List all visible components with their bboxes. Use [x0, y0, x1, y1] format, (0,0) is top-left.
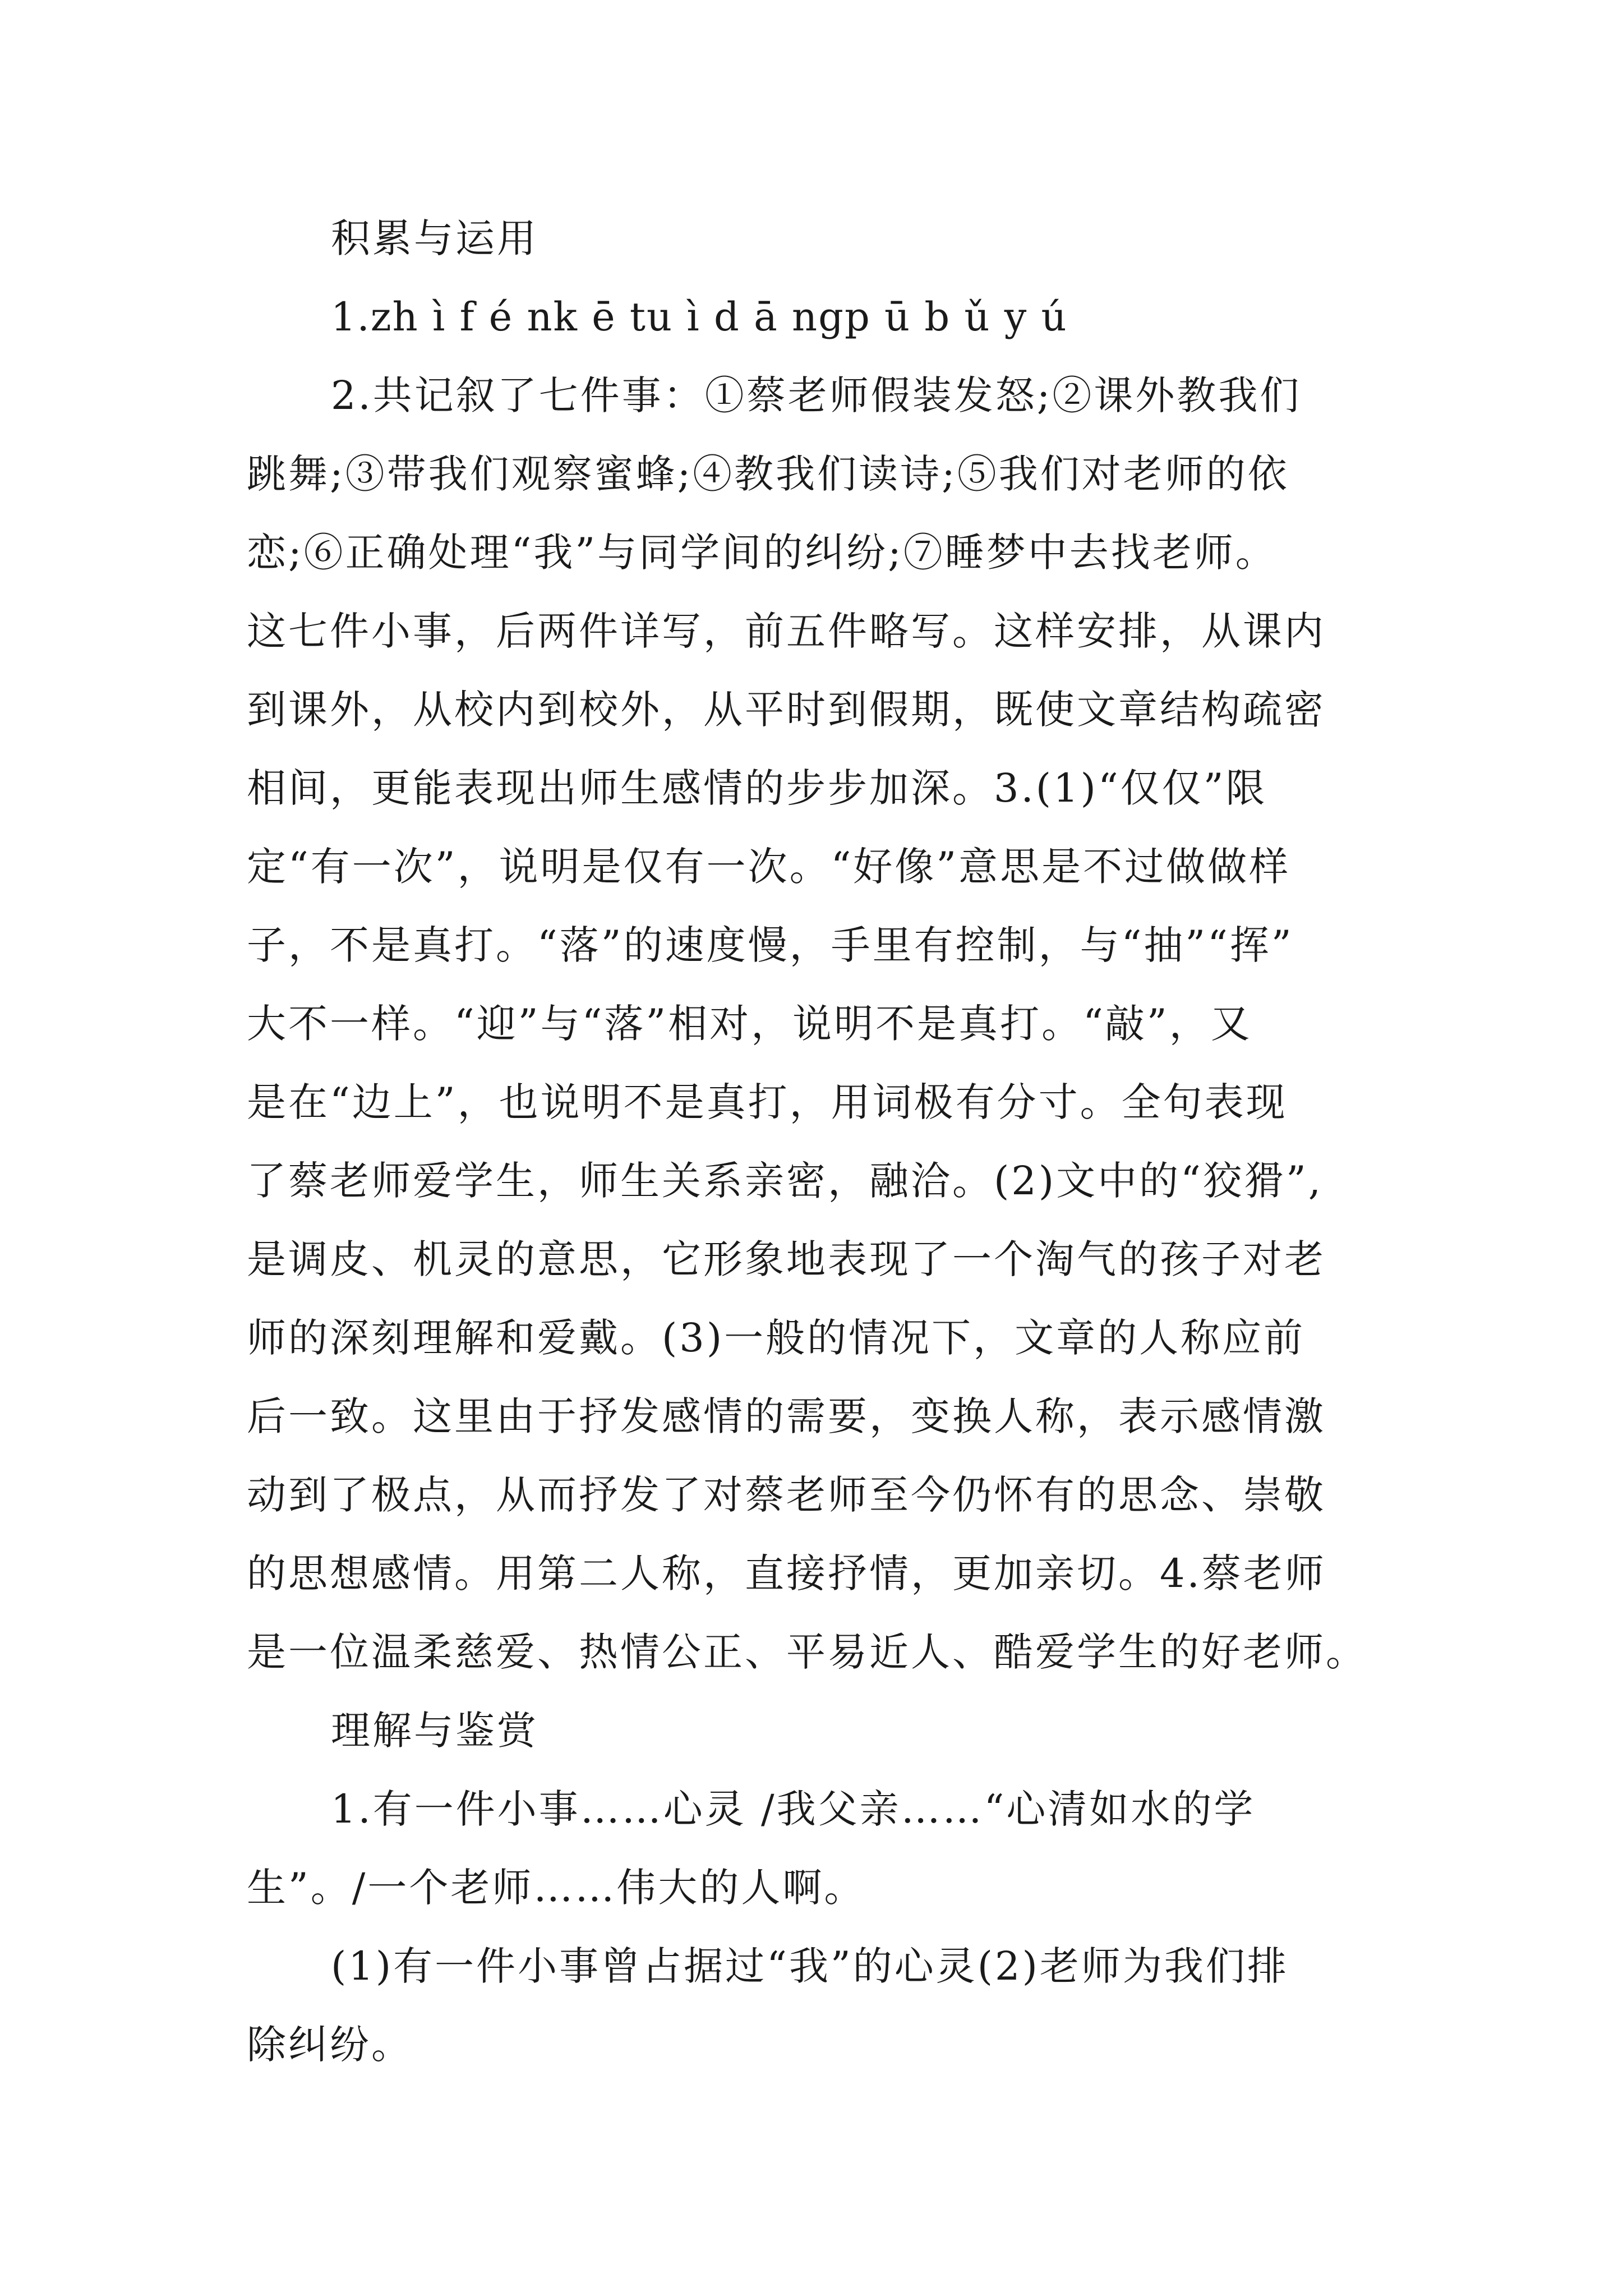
paragraph-line: 1.有一件小事……心灵 /我父亲……“心清如水的学 [331, 1786, 1256, 1832]
section-heading-accumulation: 积累与运用 [331, 215, 538, 261]
paragraph-line: 子，不是真打。“落”的速度慢，手里有控制，与“抽”“挥” [247, 922, 1294, 968]
answer-paragraph-4 [247, 1927, 1382, 2084]
paragraph-line: 是一位温柔慈爱、热情公正、平易近人、酷爱学生的好老师。 [247, 1629, 1367, 1675]
paragraph-line: 除纠纷。 [247, 2022, 413, 2068]
paragraph-line: 生”。/一个老师……伟大的人啊。 [247, 1865, 866, 1911]
paragraph-line: 恋;⑥正确处理“我”与同学间的纠纷;⑦睡梦中去找老师。 [247, 530, 1277, 576]
paragraph-line: 2.共记叙了七件事：①蔡老师假装发怒;②课外教我们 [331, 372, 1302, 418]
section-heading-appreciation: 理解与鉴赏 [331, 1708, 538, 1754]
paragraph-line: 相间，更能表现出师生感情的步步加深。3.(1)“仅仅”限 [247, 765, 1267, 811]
paragraph-line: (1)有一件小事曾占据过“我”的心灵(2)老师为我们排 [331, 1943, 1289, 1989]
paragraph-line: 这七件小事，后两件详写，前五件略写。这样安排，从课内 [247, 608, 1326, 654]
paragraph-line: 是调皮、机灵的意思，它形象地表现了一个淘气的孩子对老 [247, 1236, 1326, 1282]
paragraph-line: 大不一样。“迎”与“落”相对，说明不是真打。“敲”，又 [247, 1001, 1252, 1047]
paragraph-line: 定“有一次”，说明是仅有一次。“好像”意思是不过做做样 [247, 844, 1291, 890]
answer-paragraph-2 [247, 356, 1382, 1691]
paragraph-line: 了蔡老师爱学生，师生关系亲密，融洽。(2)文中的“狡猾”, [247, 1158, 1323, 1204]
document-body [247, 199, 1382, 2084]
paragraph-line: 跳舞;③带我们观察蜜蜂;④教我们读诗;⑤我们对老师的依 [247, 451, 1289, 497]
paragraph-line: 的思想感情。用第二人称，直接抒情，更加亲切。4.蔡老师 [247, 1550, 1326, 1596]
pinyin-answer-line: 1.zh ì f é nk ē tu ì d ā ngp ū b ǔ y ú [331, 294, 1068, 340]
answer-paragraph-3 [247, 1770, 1382, 1927]
paragraph-line: 到课外，从校内到校外，从平时到假期，既使文章结构疏密 [247, 687, 1326, 733]
paragraph-line: 后一致。这里由于抒发感情的需要，变换人称，表示感情激 [247, 1393, 1326, 1439]
paragraph-line: 师的深刻理解和爱戴。(3)一般的情况下，文章的人称应前 [247, 1315, 1306, 1361]
paragraph-line: 动到了极点，从而抒发了对蔡老师至今仍怀有的思念、崇敬 [247, 1472, 1326, 1518]
paragraph-line: 是在“边上”，也说明不是真打，用词极有分寸。全句表现 [247, 1079, 1288, 1125]
